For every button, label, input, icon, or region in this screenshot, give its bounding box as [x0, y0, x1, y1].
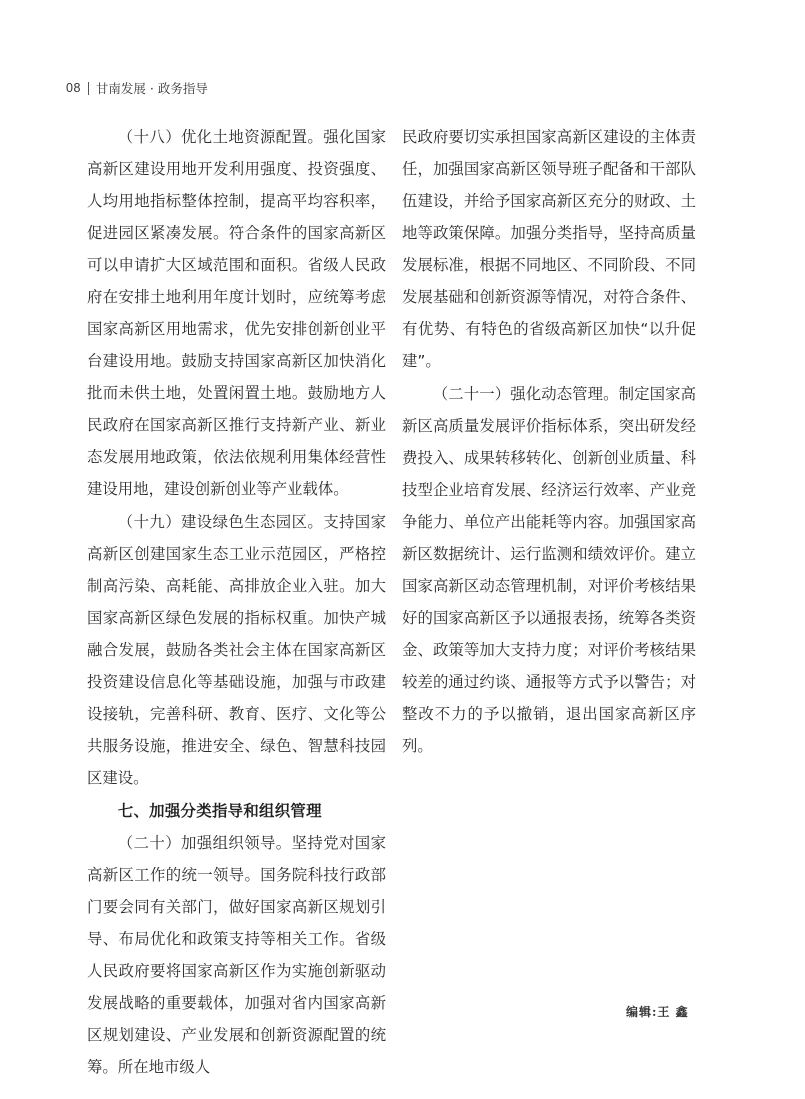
- left-column: [87, 121, 386, 1084]
- right-column: [402, 121, 696, 763]
- publication-title: 甘南发展 · 政务指导: [95, 81, 208, 96]
- paragraph-20-continued: 民政府要切实承担国家高新区建设的主体责任，加强国家高新区领导班子配备和干部队伍建设，并给予国家高新区充分的财政、土地等政策保障。加强分类指导，坚持高质量发展标准，根据不同地区、不同阶段、不同发展基础和创新资源等情况，对符合条件、有优势、有特色的省级高新区加快“以升促建”。: [402, 128, 696, 370]
- paragraph-18: （十八）优化土地资源配置。强化国家高新区建设用地开发利用强度、投资强度、人均用地指标整体控制，提高平均容积率，促进园区紧凑发展。符合条件的国家高新区可以申请扩大区域范围和面积。省级人民政府在安排土地利用年度计划时，应统筹考虑国家高新区用地需求，优先安排创新创业平台建设用地。鼓励支持国家高新区加快消化批而未供土地，处置闲置土地。鼓励地方人民政府在国家高新区推行支持新产业、新业态发展用地政策，依法依规利用集体经营性建设用地，建设创新创业等产业载体。: [87, 128, 386, 498]
- paragraph-21: （二十一）强化动态管理。制定国家高新区高质量发展评价指标体系，突出研发经费投入、成果转移转化、创新创业质量、科技型企业培育发展、经济运行效率、产业竞争能力、单位产出能耗等内容。加强国家高新区数据统计、运行监测和绩效评价。建立国家高新区动态管理机制，对评价考核结果好的国家高新区予以通报表扬，统筹各类资金、政策等加大支持力度；对评价考核结果较差的通过约谈、通报等方式予以警告；对整改不力的予以撤销，退出国家高新区序列。: [402, 385, 696, 755]
- running-header: [66, 79, 208, 97]
- editor-credit: 编辑:王 鑫: [626, 1005, 689, 1019]
- page-number: 08: [66, 81, 81, 95]
- header-divider: [88, 82, 89, 95]
- section-heading-7: 七、加强分类指导和组织管理: [117, 802, 322, 820]
- paragraph-20: （二十）加强组织领导。坚持党对国家高新区工作的统一领导。国务院科技行政部门要会同有关部门，做好国家高新区规划引导、布局优化和政策支持等相关工作。省级人民政府要将国家高新区作为实施创新驱动发展战略的重要载体，加强对省内国家高新区规划建设、产业发展和创新资源配置的统筹。所在地市级人: [87, 834, 386, 1076]
- paragraph-19: （十九）建设绿色生态园区。支持国家高新区创建国家生态工业示范园区，严格控制高污染、高耗能、高排放企业入驻。加大国家高新区绿色发展的指标权重。加快产城融合发展，鼓励各类社会主体在国家高新区投资建设信息化等基础设施，加强与市政建设接轨，完善科研、教育、医疗、文化等公共服务设施，推进安全、绿色、智慧科技园区建设。: [87, 513, 386, 787]
